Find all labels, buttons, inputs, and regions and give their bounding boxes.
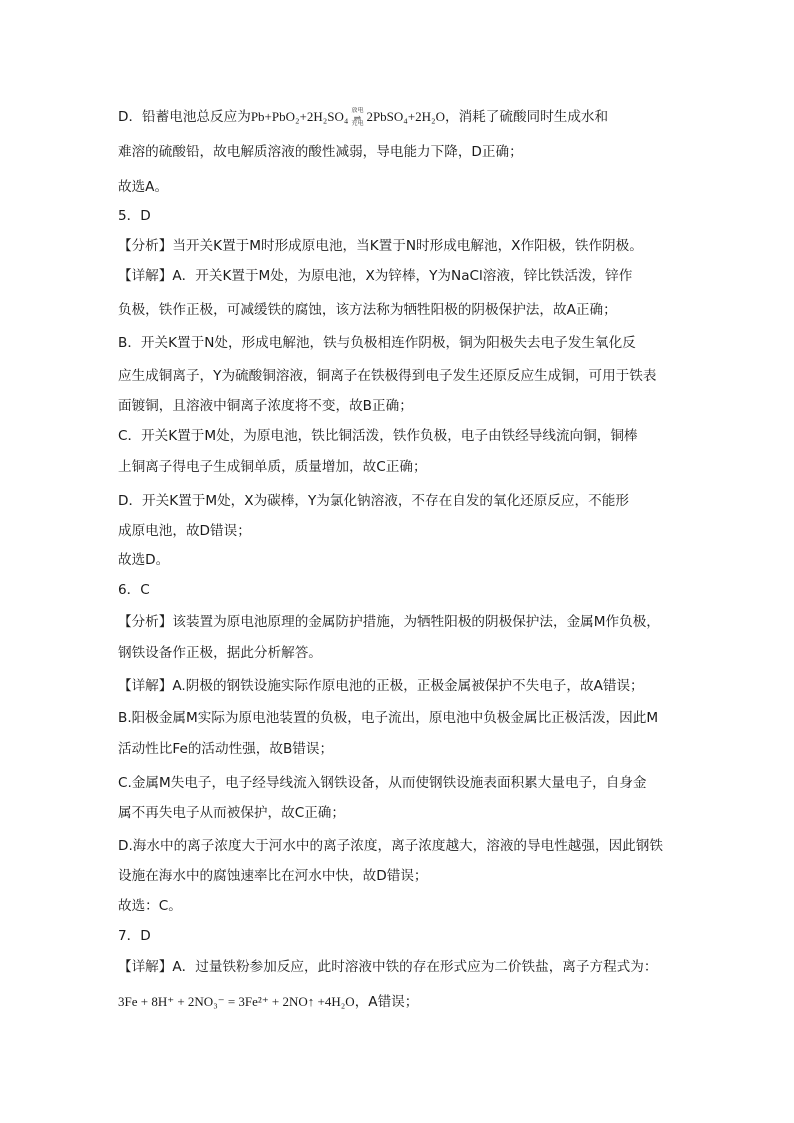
text-line: B．开关K置于N处，形成电解池，铁与负极相连作阴极，铜为阳极失去电子发生氧化反 bbox=[118, 335, 636, 351]
question-number: 5．D bbox=[118, 208, 151, 224]
lead-acid-equation bbox=[250, 108, 445, 128]
text-line: 难溶的硫酸铅，故电解质溶液的酸性减弱，导电能力下降，D正确； bbox=[118, 144, 523, 160]
text-line: 上铜离子得电子生成铜单质，质量增加，故C正确； bbox=[118, 459, 427, 475]
text-line: 故选A。 bbox=[118, 179, 169, 195]
text-line: 设施在海水中的腐蚀速率比在河水中快，故D错误； bbox=[118, 868, 428, 884]
text-line: B.阳极金属M实际为原电池装置的负极，电子流出，原电池中负极金属比正极活泼，因此M bbox=[118, 710, 659, 726]
equation-reactants: Pb+PbO₂+2H₂SO₄ bbox=[250, 109, 349, 124]
line-prefix: D．铅蓄电池总反应为 bbox=[118, 109, 251, 125]
text-line: 属不再失电子从而被保护，故C正确； bbox=[118, 805, 345, 821]
text-line: 活动性比Fe的活动性强，故B错误； bbox=[118, 741, 334, 757]
text-line: 钢铁设备作正极，据此分析解答。 bbox=[118, 645, 322, 661]
condition-charge: 充电 bbox=[351, 121, 364, 128]
reaction-condition-arrow: 放电 ⇌ 充电 bbox=[351, 108, 364, 128]
line-suffix: ，A错误； bbox=[354, 994, 419, 1010]
text-line bbox=[118, 992, 694, 1012]
text-line: 故选D。 bbox=[118, 552, 170, 568]
text-line: 故选：C。 bbox=[118, 898, 182, 914]
text-line: C．开关K置于M处，为原电池，铁比铜活泼，铁作负极，电子由铁经导线流向铜，铜棒 bbox=[118, 428, 638, 444]
question-number: 7．D bbox=[118, 928, 151, 944]
analysis-line: 【分析】当开关K置于M时形成原电池，当K置于N时形成电解池，X作阳极，铁作阴极。 bbox=[118, 238, 643, 254]
text-line: D．开关K置于M处，X为碳棒，Y为氯化钠溶液，不存在自发的氧化还原反应，不能形 bbox=[118, 493, 629, 509]
text-line bbox=[118, 107, 694, 128]
iron-nitric-equation: 3Fe + 8H⁺ + 2NO₃⁻ = 3Fe²⁺ + 2NO↑ +4H₂O bbox=[118, 994, 355, 1009]
question-number: 6．C bbox=[118, 582, 150, 598]
text-line: 应生成铜离子，Y为硫酸铜溶液，铜离子在铁极得到电子发生还原反应生成铜，可用于铁表 bbox=[118, 368, 657, 384]
text-line: 面镀铜，且溶液中铜离子浓度将不变，故B正确； bbox=[118, 398, 413, 414]
analysis-line: 【分析】该装置为原电池原理的金属防护措施，为牺牲阳极的阴极保护法，金属M作负极， bbox=[118, 614, 660, 630]
explanation-line: 【详解】A．开关K置于M处，为原电池，X为锌棒，Y为NaCl溶液，锌比铁活泼，锌作 bbox=[118, 268, 633, 284]
explanation-line: 【详解】A.阴极的钢铁设施实际作原电池的正极，正极金属被保护不失电子，故A错误； bbox=[118, 678, 644, 694]
equation-products: 2PbSO₄+2H₂O bbox=[366, 109, 445, 124]
text-line: 成原电池，故D错误； bbox=[118, 523, 251, 539]
text-line: D.海水中的离子浓度大于河水中的离子浓度，离子浓度越大，溶液的导电性越强，因此钢铁 bbox=[118, 838, 663, 854]
line-suffix: ，消耗了硫酸同时生成水和 bbox=[444, 109, 609, 125]
condition-discharge: 放电 bbox=[351, 108, 364, 115]
text-line: 负极，铁作正极，可减缓铁的腐蚀，该方法称为牺牲阳极的阴极保护法，故A正确； bbox=[118, 302, 617, 318]
text-line: C.金属M失电子，电子经导线流入钢铁设备，从而使钢铁设施表面积累大量电子，自身金 bbox=[118, 775, 647, 791]
explanation-line: 【详解】A．过量铁粉参加反应，此时溶液中铁的存在形式应为二价铁盐，离子方程式为： bbox=[118, 959, 658, 975]
